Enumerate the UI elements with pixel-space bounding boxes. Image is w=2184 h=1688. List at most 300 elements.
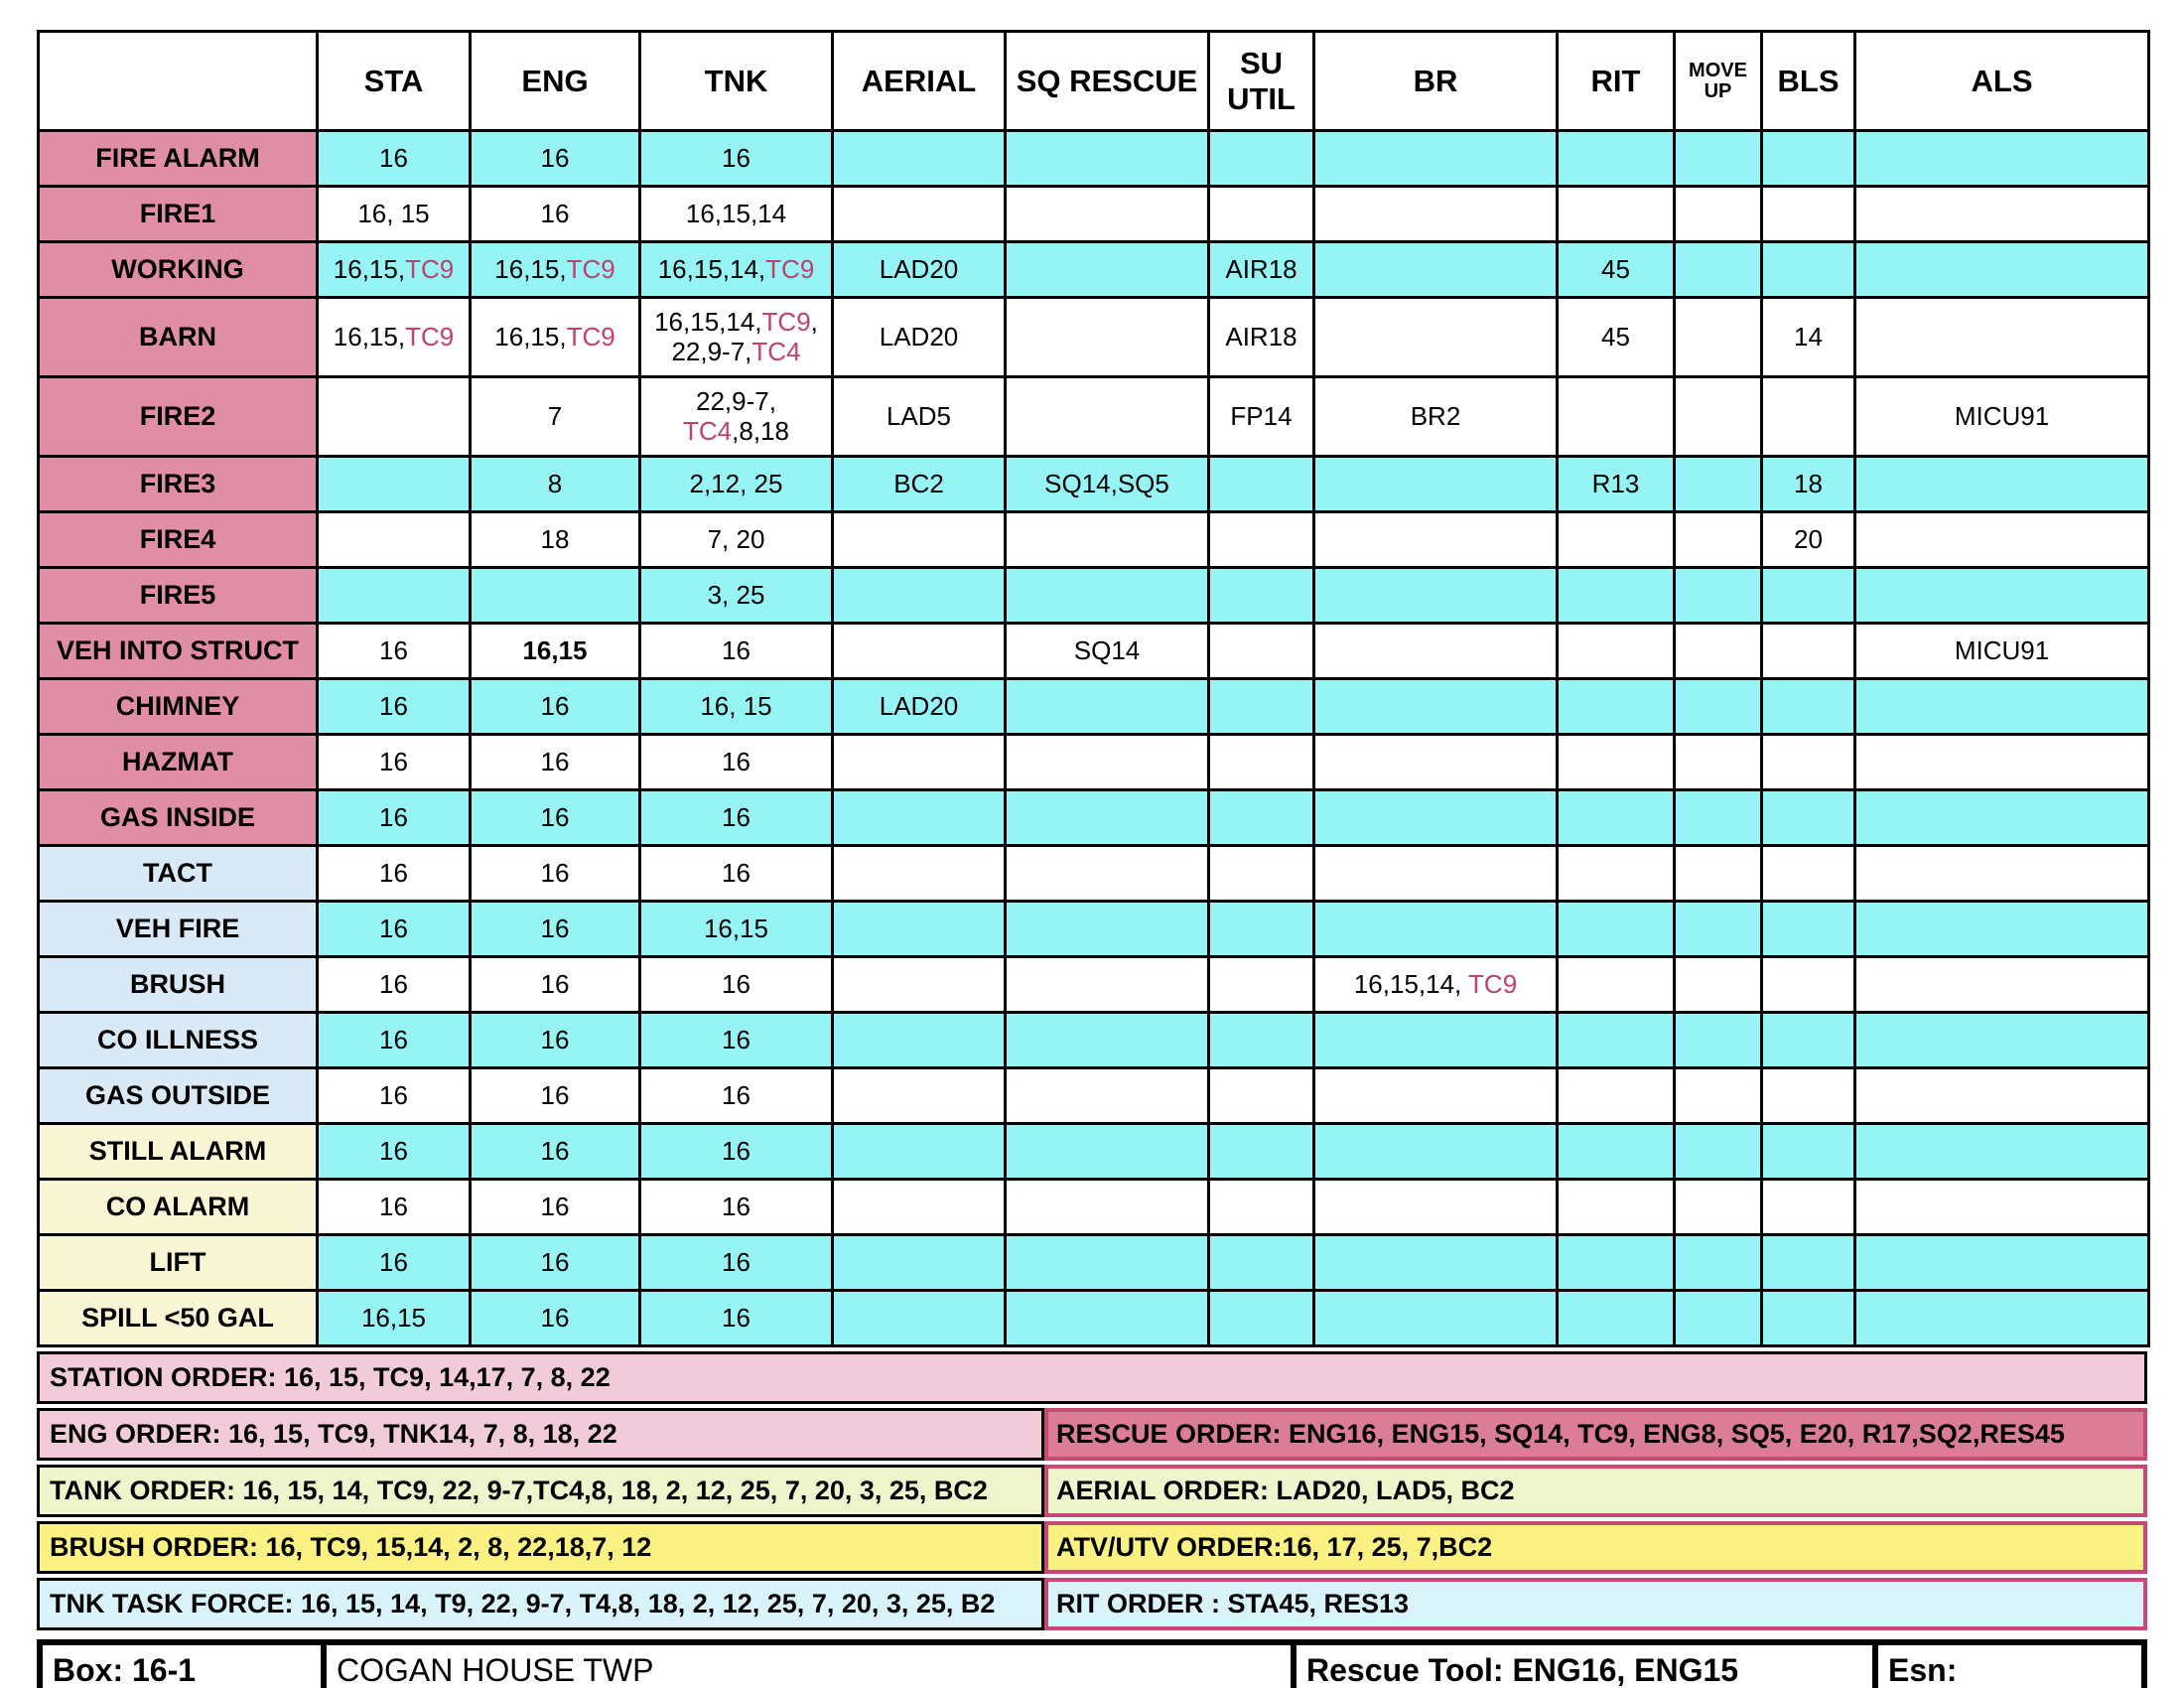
unit-assignment-cell	[1558, 957, 1675, 1013]
unit-assignment-cell: LAD20	[833, 242, 1006, 298]
unit-assignment-cell	[1855, 242, 2149, 298]
unit-assignment-cell	[1855, 735, 2149, 790]
unit-assignment-cell	[1209, 846, 1314, 902]
unit-assignment-cell: 16	[318, 902, 471, 957]
unit-assignment-cell: 16	[318, 1013, 471, 1068]
incident-type-label: LIFT	[39, 1235, 318, 1291]
unit-assignment-cell: R13	[1558, 457, 1675, 512]
unit-assignment-cell	[1006, 377, 1209, 457]
unit-assignment-cell: 16,15,14, TC9	[1314, 957, 1558, 1013]
table-row	[39, 1291, 2149, 1346]
unit-assignment-cell: 16	[318, 624, 471, 679]
unit-assignment-cell: 45	[1558, 242, 1675, 298]
incident-type-label: HAZMAT	[39, 735, 318, 790]
unit-assignment-cell	[1314, 187, 1558, 242]
right-order-bands	[1044, 1404, 2147, 1630]
unit-assignment-cell	[1762, 568, 1855, 624]
unit-assignment-cell	[833, 624, 1006, 679]
unit-assignment-cell	[1675, 1013, 1762, 1068]
unit-assignment-cell: 16	[471, 1124, 640, 1180]
rescue-tool: Rescue Tool: ENG16, ENG15	[1297, 1645, 1878, 1688]
table-row	[39, 1235, 2149, 1291]
unit-assignment-cell	[1006, 1291, 1209, 1346]
unit-assignment-cell	[1855, 1291, 2149, 1346]
column-header-sq-rescue: SQ RESCUE	[1006, 32, 1209, 131]
unit-assignment-cell: 16	[318, 1124, 471, 1180]
incident-type-label: GAS OUTSIDE	[39, 1068, 318, 1124]
unit-assignment-cell	[1558, 1068, 1675, 1124]
unit-assignment-cell: 16	[471, 1291, 640, 1346]
unit-assignment-cell	[1855, 457, 2149, 512]
unit-assignment-cell	[1558, 1124, 1675, 1180]
order-box: AERIAL ORDER: LAD20, LAD5, BC2	[1044, 1465, 2147, 1517]
unit-assignment-cell	[1762, 624, 1855, 679]
unit-assignment-cell	[1855, 790, 2149, 846]
unit-assignment-cell	[833, 1013, 1006, 1068]
unit-assignment-cell: LAD5	[833, 377, 1006, 457]
unit-assignment-cell: BC2	[833, 457, 1006, 512]
unit-assignment-cell	[833, 568, 1006, 624]
unit-assignment-cell: 16	[471, 957, 640, 1013]
unit-assignment-cell	[1209, 679, 1314, 735]
unit-assignment-cell: 16	[471, 679, 640, 735]
unit-assignment-cell	[1762, 679, 1855, 735]
township-name: COGAN HOUSE TWP	[327, 1645, 1297, 1688]
unit-assignment-cell: 16	[471, 790, 640, 846]
unit-assignment-cell	[1855, 512, 2149, 568]
incident-type-label: VEH FIRE	[39, 902, 318, 957]
unit-assignment-cell	[1006, 1068, 1209, 1124]
table-row	[39, 846, 2149, 902]
unit-assignment-cell	[1855, 187, 2149, 242]
incident-type-label: FIRE ALARM	[39, 131, 318, 187]
order-band: TNK TASK FORCE: 16, 15, 14, T9, 22, 9-7, T4,8, 18, 2, 12, 25, 7, 20, 3, 25, B2	[37, 1578, 1044, 1630]
unit-assignment-cell: 8	[471, 457, 640, 512]
unit-assignment-cell: 16	[640, 1235, 833, 1291]
unit-assignment-cell	[833, 1235, 1006, 1291]
unit-assignment-cell	[1558, 1013, 1675, 1068]
incident-type-label: CO ALARM	[39, 1180, 318, 1235]
unit-assignment-cell	[1314, 131, 1558, 187]
incident-type-label: SPILL <50 GAL	[39, 1291, 318, 1346]
unit-assignment-cell	[1209, 187, 1314, 242]
table-row	[39, 298, 2149, 377]
unit-assignment-cell	[1855, 131, 2149, 187]
unit-assignment-cell: 16,15,14,TC9	[640, 242, 833, 298]
unit-assignment-cell: 16	[640, 846, 833, 902]
unit-assignment-cell	[1314, 902, 1558, 957]
unit-assignment-cell	[1006, 242, 1209, 298]
unit-assignment-cell	[1558, 377, 1675, 457]
unit-assignment-cell	[1314, 1235, 1558, 1291]
unit-assignment-cell: MICU91	[1855, 624, 2149, 679]
unit-assignment-cell	[1314, 846, 1558, 902]
unit-assignment-cell	[1762, 735, 1855, 790]
unit-assignment-cell: AIR18	[1209, 242, 1314, 298]
column-header-eng: ENG	[471, 32, 640, 131]
incident-type-label: FIRE2	[39, 377, 318, 457]
unit-assignment-cell	[1558, 1235, 1675, 1291]
unit-assignment-cell: 22,9-7, TC4,8,18	[640, 377, 833, 457]
column-header-rit: RIT	[1558, 32, 1675, 131]
unit-assignment-cell: SQ14	[1006, 624, 1209, 679]
incident-type-label: CO ILLNESS	[39, 1013, 318, 1068]
unit-assignment-cell: 16	[640, 131, 833, 187]
unit-assignment-cell	[1006, 1124, 1209, 1180]
unit-assignment-cell	[1314, 1124, 1558, 1180]
unit-assignment-cell	[833, 790, 1006, 846]
order-bands	[37, 1351, 2147, 1630]
unit-assignment-cell: 16	[640, 957, 833, 1013]
unit-assignment-cell: 16	[471, 846, 640, 902]
table-row	[39, 457, 2149, 512]
unit-assignment-cell	[1209, 902, 1314, 957]
unit-assignment-cell: 7	[471, 377, 640, 457]
table-row	[39, 902, 2149, 957]
unit-assignment-cell	[1314, 624, 1558, 679]
unit-assignment-cell: FP14	[1209, 377, 1314, 457]
unit-assignment-cell: 16	[318, 846, 471, 902]
column-header-move-up: MOVE UP	[1675, 32, 1762, 131]
incident-type-label: VEH INTO STRUCT	[39, 624, 318, 679]
box-number: Box: 16-1	[43, 1645, 327, 1688]
unit-assignment-cell	[1558, 131, 1675, 187]
order-box: RESCUE ORDER: ENG16, ENG15, SQ14, TC9, ENG8, SQ5, E20, R17,SQ2,RES45	[1044, 1408, 2147, 1461]
unit-assignment-cell	[1209, 957, 1314, 1013]
unit-assignment-cell	[833, 1291, 1006, 1346]
unit-assignment-cell	[1209, 1180, 1314, 1235]
unit-assignment-cell: 16,15,TC9	[318, 298, 471, 377]
unit-assignment-cell: 16	[640, 1013, 833, 1068]
unit-assignment-cell: 16,15	[471, 624, 640, 679]
table-row	[39, 1013, 2149, 1068]
unit-assignment-cell	[1006, 1013, 1209, 1068]
unit-assignment-cell: 16	[640, 1068, 833, 1124]
table-row	[39, 1124, 2149, 1180]
incident-type-label: WORKING	[39, 242, 318, 298]
unit-assignment-cell	[1209, 1068, 1314, 1124]
unit-assignment-cell: AIR18	[1209, 298, 1314, 377]
table-row	[39, 131, 2149, 187]
column-header-blank	[39, 32, 318, 131]
unit-assignment-cell: 45	[1558, 298, 1675, 377]
unit-assignment-cell	[1006, 298, 1209, 377]
unit-assignment-cell	[1209, 1235, 1314, 1291]
table-row	[39, 1068, 2149, 1124]
table-row	[39, 679, 2149, 735]
unit-assignment-cell	[1209, 457, 1314, 512]
unit-assignment-cell: 16,15,TC9	[471, 298, 640, 377]
unit-assignment-cell	[1675, 846, 1762, 902]
unit-assignment-cell	[1675, 377, 1762, 457]
incident-type-label: TACT	[39, 846, 318, 902]
unit-assignment-cell	[1855, 1180, 2149, 1235]
unit-assignment-cell: 16	[471, 131, 640, 187]
unit-assignment-cell: 16, 15	[318, 187, 471, 242]
unit-assignment-cell	[1558, 624, 1675, 679]
unit-assignment-cell	[1558, 735, 1675, 790]
unit-assignment-cell: 2,12, 25	[640, 457, 833, 512]
unit-assignment-cell	[1855, 1235, 2149, 1291]
unit-assignment-cell	[1314, 1068, 1558, 1124]
order-band: ENG ORDER: 16, 15, TC9, TNK14, 7, 8, 18, 22	[37, 1408, 1044, 1461]
incident-type-label: BRUSH	[39, 957, 318, 1013]
unit-assignment-cell	[1675, 242, 1762, 298]
unit-assignment-cell: 16	[318, 1180, 471, 1235]
unit-assignment-cell	[1675, 679, 1762, 735]
unit-assignment-cell	[833, 512, 1006, 568]
unit-assignment-cell	[1558, 902, 1675, 957]
unit-assignment-cell: 16	[640, 735, 833, 790]
unit-assignment-cell	[1314, 679, 1558, 735]
unit-assignment-cell	[1006, 790, 1209, 846]
unit-assignment-cell	[1209, 735, 1314, 790]
incident-type-label: GAS INSIDE	[39, 790, 318, 846]
unit-assignment-cell	[1314, 242, 1558, 298]
unit-assignment-cell: 16	[640, 624, 833, 679]
unit-assignment-cell	[833, 735, 1006, 790]
incident-type-label: STILL ALARM	[39, 1124, 318, 1180]
order-box: RIT ORDER : STA45, RES13	[1044, 1578, 2147, 1630]
unit-assignment-cell	[1762, 1180, 1855, 1235]
column-header-br: BR	[1314, 32, 1558, 131]
unit-assignment-cell: 16	[471, 187, 640, 242]
unit-assignment-cell: 16	[471, 1180, 640, 1235]
unit-assignment-cell	[833, 131, 1006, 187]
column-header-tnk: TNK	[640, 32, 833, 131]
unit-assignment-cell: 16	[318, 735, 471, 790]
unit-assignment-cell	[1855, 957, 2149, 1013]
unit-assignment-cell: 16,15,14,TC9, 22,9-7,TC4	[640, 298, 833, 377]
table-row	[39, 624, 2149, 679]
unit-assignment-cell	[1006, 512, 1209, 568]
unit-assignment-cell	[1209, 624, 1314, 679]
unit-assignment-cell	[1558, 512, 1675, 568]
unit-assignment-cell: MICU91	[1855, 377, 2149, 457]
unit-assignment-cell	[1006, 568, 1209, 624]
unit-assignment-cell	[833, 187, 1006, 242]
unit-assignment-cell	[1006, 1180, 1209, 1235]
unit-assignment-cell	[1675, 624, 1762, 679]
unit-assignment-cell	[1314, 298, 1558, 377]
unit-assignment-cell	[1314, 512, 1558, 568]
unit-assignment-cell	[1855, 568, 2149, 624]
unit-assignment-cell	[318, 457, 471, 512]
unit-assignment-cell: 16	[640, 1291, 833, 1346]
unit-assignment-cell	[471, 568, 640, 624]
unit-assignment-cell: LAD20	[833, 679, 1006, 735]
table-row	[39, 957, 2149, 1013]
unit-assignment-cell	[1209, 1013, 1314, 1068]
unit-assignment-cell: LAD20	[833, 298, 1006, 377]
column-header-bls: BLS	[1762, 32, 1855, 131]
unit-assignment-cell	[1006, 1235, 1209, 1291]
unit-assignment-cell	[1675, 187, 1762, 242]
unit-assignment-cell	[1558, 1291, 1675, 1346]
table-row	[39, 790, 2149, 846]
unit-assignment-cell	[1762, 790, 1855, 846]
unit-assignment-cell	[1762, 1124, 1855, 1180]
unit-assignment-cell	[1762, 242, 1855, 298]
unit-assignment-cell	[318, 377, 471, 457]
unit-assignment-cell	[1006, 187, 1209, 242]
unit-assignment-cell	[833, 1068, 1006, 1124]
unit-assignment-cell	[1675, 131, 1762, 187]
run-card-table	[37, 30, 2150, 1347]
unit-assignment-cell	[1675, 512, 1762, 568]
unit-assignment-cell: 18	[1762, 457, 1855, 512]
unit-assignment-cell	[1855, 1013, 2149, 1068]
unit-assignment-cell	[1762, 902, 1855, 957]
unit-assignment-cell	[1855, 1068, 2149, 1124]
unit-assignment-cell: 16	[318, 679, 471, 735]
table-row	[39, 568, 2149, 624]
unit-assignment-cell: 16, 15	[640, 679, 833, 735]
order-band: BRUSH ORDER: 16, TC9, 15,14, 2, 8, 22,18,7, 12	[37, 1521, 1044, 1574]
unit-assignment-cell	[1855, 846, 2149, 902]
unit-assignment-cell: 16	[471, 735, 640, 790]
unit-assignment-cell: 16	[318, 1235, 471, 1291]
unit-assignment-cell	[1209, 568, 1314, 624]
unit-assignment-cell	[318, 568, 471, 624]
unit-assignment-cell	[1314, 1013, 1558, 1068]
unit-assignment-cell	[1675, 735, 1762, 790]
unit-assignment-cell: 14	[1762, 298, 1855, 377]
unit-assignment-cell: 16	[471, 1068, 640, 1124]
unit-assignment-cell	[1762, 1291, 1855, 1346]
unit-assignment-cell: BR2	[1314, 377, 1558, 457]
unit-assignment-cell	[1675, 790, 1762, 846]
table-row	[39, 242, 2149, 298]
unit-assignment-cell: 18	[471, 512, 640, 568]
unit-assignment-cell	[1209, 790, 1314, 846]
incident-type-label: FIRE4	[39, 512, 318, 568]
unit-assignment-cell	[1855, 902, 2149, 957]
unit-assignment-cell	[1855, 298, 2149, 377]
table-row	[39, 735, 2149, 790]
unit-assignment-cell	[1762, 377, 1855, 457]
unit-assignment-cell	[1675, 298, 1762, 377]
unit-assignment-cell	[1675, 1180, 1762, 1235]
unit-assignment-cell: 16	[640, 790, 833, 846]
unit-assignment-cell	[833, 846, 1006, 902]
unit-assignment-cell: 16	[318, 1068, 471, 1124]
unit-assignment-cell	[1209, 512, 1314, 568]
unit-assignment-cell	[1006, 957, 1209, 1013]
unit-assignment-cell	[1675, 457, 1762, 512]
unit-assignment-cell	[1855, 679, 2149, 735]
unit-assignment-cell	[1314, 568, 1558, 624]
incident-type-label: FIRE5	[39, 568, 318, 624]
unit-assignment-cell	[1314, 735, 1558, 790]
unit-assignment-cell: 16,15,14	[640, 187, 833, 242]
unit-assignment-cell: 16	[471, 1235, 640, 1291]
station-order-band: STATION ORDER: 16, 15, TC9, 14,17, 7, 8, 22	[37, 1351, 2147, 1404]
unit-assignment-cell	[318, 512, 471, 568]
unit-assignment-cell	[1675, 1235, 1762, 1291]
unit-assignment-cell	[1006, 902, 1209, 957]
unit-assignment-cell: 16	[471, 902, 640, 957]
unit-assignment-cell	[1006, 679, 1209, 735]
unit-assignment-cell: 16	[640, 1124, 833, 1180]
unit-assignment-cell: 16	[318, 131, 471, 187]
order-box: ATV/UTV ORDER:16, 17, 25, 7,BC2	[1044, 1521, 2147, 1574]
unit-assignment-cell	[1675, 1291, 1762, 1346]
unit-assignment-cell: 16	[471, 1013, 640, 1068]
unit-assignment-cell	[1314, 457, 1558, 512]
esn-field: Esn:	[1878, 1645, 2141, 1688]
column-header-su-util: SU UTIL	[1209, 32, 1314, 131]
column-header-aerial: AERIAL	[833, 32, 1006, 131]
unit-assignment-cell	[833, 957, 1006, 1013]
unit-assignment-cell: 16,15,TC9	[318, 242, 471, 298]
unit-assignment-cell	[1209, 1291, 1314, 1346]
table-row	[39, 187, 2149, 242]
unit-assignment-cell	[1762, 846, 1855, 902]
unit-assignment-cell	[1762, 131, 1855, 187]
unit-assignment-cell	[1675, 568, 1762, 624]
unit-assignment-cell: 16	[640, 1180, 833, 1235]
unit-assignment-cell	[833, 1124, 1006, 1180]
table-row	[39, 512, 2149, 568]
incident-type-label: BARN	[39, 298, 318, 377]
unit-assignment-cell	[1762, 1013, 1855, 1068]
unit-assignment-cell	[1314, 790, 1558, 846]
unit-assignment-cell: SQ14,SQ5	[1006, 457, 1209, 512]
unit-assignment-cell	[1762, 1235, 1855, 1291]
header-row	[39, 32, 2149, 131]
unit-assignment-cell	[1558, 679, 1675, 735]
unit-assignment-cell	[1675, 1124, 1762, 1180]
column-header-sta: STA	[318, 32, 471, 131]
unit-assignment-cell	[1314, 1291, 1558, 1346]
bottom-bar	[37, 1639, 2147, 1688]
incident-type-label: CHIMNEY	[39, 679, 318, 735]
unit-assignment-cell	[1558, 1180, 1675, 1235]
unit-assignment-cell	[1006, 131, 1209, 187]
unit-assignment-cell	[1855, 1124, 2149, 1180]
unit-assignment-cell: 20	[1762, 512, 1855, 568]
table-row	[39, 1180, 2149, 1235]
unit-assignment-cell	[1558, 187, 1675, 242]
unit-assignment-cell	[1675, 902, 1762, 957]
unit-assignment-cell	[1558, 790, 1675, 846]
unit-assignment-cell: 16,15	[318, 1291, 471, 1346]
unit-assignment-cell	[1675, 957, 1762, 1013]
unit-assignment-cell: 16,15,TC9	[471, 242, 640, 298]
unit-assignment-cell	[1558, 846, 1675, 902]
left-order-bands	[37, 1404, 1044, 1630]
unit-assignment-cell	[833, 902, 1006, 957]
incident-type-label: FIRE1	[39, 187, 318, 242]
unit-assignment-cell	[1006, 846, 1209, 902]
unit-assignment-cell	[1314, 1180, 1558, 1235]
unit-assignment-cell	[1209, 1124, 1314, 1180]
unit-assignment-cell: 16	[318, 790, 471, 846]
unit-assignment-cell	[1675, 1068, 1762, 1124]
unit-assignment-cell	[1762, 957, 1855, 1013]
unit-assignment-cell	[1558, 568, 1675, 624]
unit-assignment-cell: 16,15	[640, 902, 833, 957]
unit-assignment-cell	[833, 1180, 1006, 1235]
incident-type-label: FIRE3	[39, 457, 318, 512]
unit-assignment-cell	[1006, 735, 1209, 790]
unit-assignment-cell: 3, 25	[640, 568, 833, 624]
unit-assignment-cell: 7, 20	[640, 512, 833, 568]
unit-assignment-cell: 16	[318, 957, 471, 1013]
unit-assignment-cell	[1762, 1068, 1855, 1124]
unit-assignment-cell	[1762, 187, 1855, 242]
